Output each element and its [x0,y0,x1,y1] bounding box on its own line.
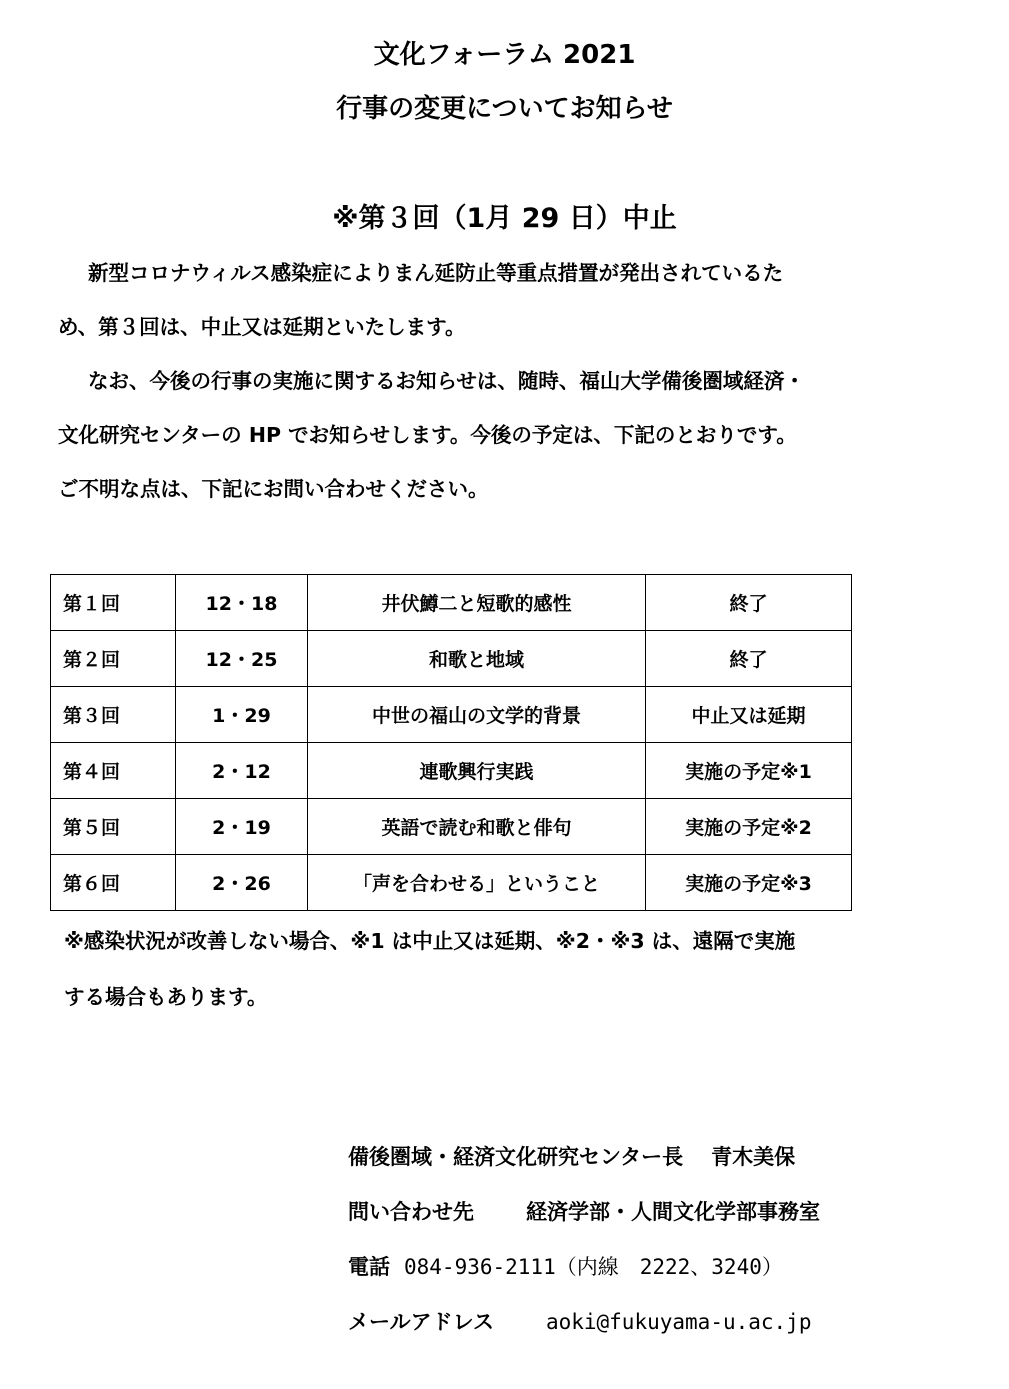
session-title: 和歌と地域 [308,631,646,687]
session-date: 1・29 [176,687,308,743]
session-title: 連歌興行実践 [308,743,646,799]
paragraph-line: ご不明な点は、下記にお問い合わせください。 [58,477,489,501]
paragraph-line: め、第３回は、中止又は延期といたします。 [58,315,466,339]
email-line [348,1307,811,1337]
table-row [51,799,852,855]
session-status: 終了 [646,575,852,631]
session-status: 実施の予定※2 [646,799,852,855]
phone-label: 電話 [348,1255,390,1279]
footnote-line: ※感染状況が改善しない場合、※1 は中止又は延期、※2・※3 は、遠隔で実施 [64,929,796,953]
session-number: 第２回 [51,631,176,687]
footnote-line: する場合もあります。 [64,985,268,1009]
email-label: メールアドレス [348,1310,494,1334]
session-status: 実施の予定※3 [646,855,852,911]
inquiry-office: 経済学部・人間文化学部事務室 [526,1200,820,1224]
session-title: 中世の福山の文学的背景 [308,687,646,743]
document-subtitle: 行事の変更についてお知らせ [336,94,673,124]
session-date: 2・26 [176,855,308,911]
cancellation-heading: ※第３回（1月 29 日）中止 [332,203,677,234]
inquiry-label: 問い合わせ先 [348,1200,474,1224]
session-number: 第４回 [51,743,176,799]
paragraph-cancellation [58,246,958,354]
session-number: 第１回 [51,575,176,631]
paragraph-line: なお、今後の行事の実施に関するお知らせは、随時、福山大学備後圏域経済・ [88,369,805,393]
session-date: 12・18 [176,575,308,631]
email-value[interactable]: aoki@fukuyama-u.ac.jp [545,1310,812,1334]
phone-value: 084-936-2111（内線 2222、3240） [404,1255,783,1279]
director-line [348,1142,795,1172]
session-number: 第６回 [51,855,176,911]
table-row [51,631,852,687]
table-row [51,575,852,631]
phone-line [348,1252,783,1282]
inquiry-line [348,1197,820,1227]
session-status: 終了 [646,631,852,687]
schedule-table [50,574,852,911]
paragraph-line: 文化研究センターの HP でお知らせします。今後の予定は、下記のとおりです。 [58,423,797,447]
session-title: 「声を合わせる」ということ [308,855,646,911]
director-name: 青木美保 [711,1145,796,1169]
footnote [64,913,964,1025]
session-status: 中止又は延期 [646,687,852,743]
session-status: 実施の予定※1 [646,743,852,799]
paragraph-line: 新型コロナウィルス感染症によりまん延防止等重点措置が発出されているた [88,261,784,285]
table-row [51,743,852,799]
document-title: 文化フォーラム 2021 [373,40,636,70]
session-number: 第３回 [51,687,176,743]
director-org: 備後圏域・経済文化研究センター長 [348,1145,684,1169]
session-title: 井伏鱒二と短歌的感性 [308,575,646,631]
table-row [51,687,852,743]
session-date: 12・25 [176,631,308,687]
paragraph-announcement [58,354,958,516]
session-title: 英語で読む和歌と俳句 [308,799,646,855]
session-number: 第５回 [51,799,176,855]
table-row [51,855,852,911]
session-date: 2・19 [176,799,308,855]
session-date: 2・12 [176,743,308,799]
